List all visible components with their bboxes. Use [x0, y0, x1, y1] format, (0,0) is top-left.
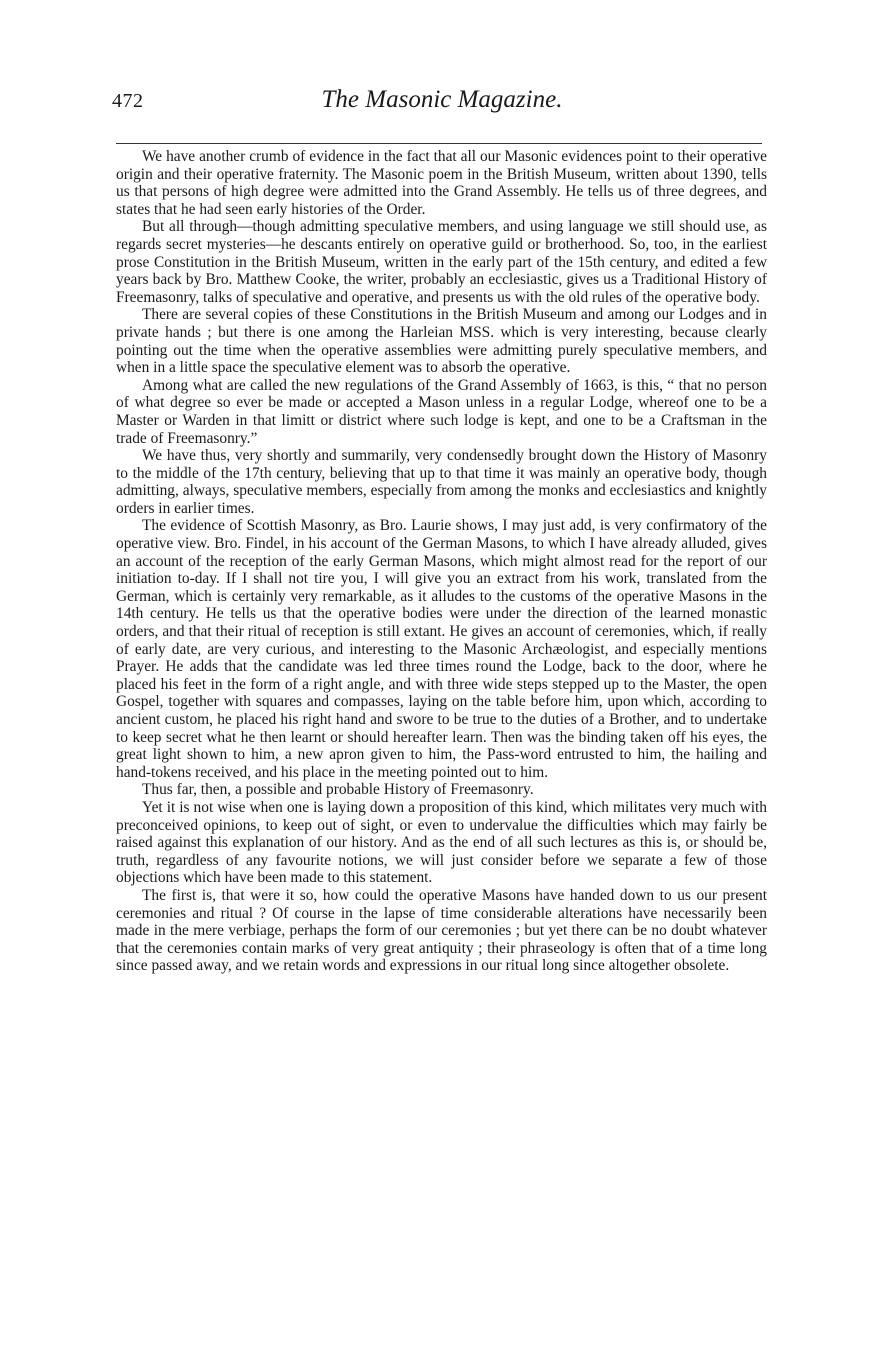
running-title: The Masonic Magazine. — [321, 86, 563, 113]
page-header — [112, 84, 772, 124]
paragraph: We have another crumb of evidence in the fact that all our Masonic evidences point to their operative origin and their operative fraternity. The Masonic poem in the British Museum, written about 1390, tells us that persons of high degree were admitted into the Grand Assembly. He tells us of three degrees, and states that he had seen early histories of the Order. — [116, 148, 767, 218]
article-body — [116, 148, 767, 975]
paragraph: Yet it is not wise when one is laying down a proposition of this kind, which militates very much with preconceived opinions, to keep out of sight, or even to undervalue the difficulties which may fairly be raised against this explanation of our history. And as the end of all such lectures as this is, or should be, truth, regardless of any favourite notions, we will just consider before we separate a few of those objections which have been made to this statement. — [116, 798, 767, 887]
paragraph: The evidence of Scottish Masonry, as Bro. Laurie shows, I may just add, is very confirmatory of the operative view. Bro. Findel, in his account of the German Masons, to which I have already alluded, gives an account of the reception of the early German Masons, which might almost read for the report of our initiation to-day. If I shall not tire you, I will give you an extract from his work, translated from the German, which is certainly very remarkable, as it alludes to the customs of the operative Masons in the 14th century. He tells us that the operative bodies were under the direction of the learned monastic orders, and that their ritual of reception is still extant. He gives an account of ceremonies, which, if really of early date, are very curious, and interesting to the Masonic Archæologist, and especially mentions Prayer. He adds that the candidate was led three times round the Lodge, back to the door, where he placed his feet in the form of a right angle, and with three wide steps stepped up to the Master, the open Gospel, together with squares and compasses, laying on the table before him, upon which, according to ancient custom, he placed his right hand and swore to be true to the duties of a Brother, and to undertake to keep secret what he then learnt or should hereafter learn. Then was the binding taken off his eyes, the great light shown to him, a new apron given to him, the Pass-word entrusted to him, the hailing and hand-tokens received, and his place in the meeting pointed out to him. — [116, 517, 767, 781]
header-rule — [116, 143, 762, 144]
paragraph: The first is, that were it so, how could the operative Masons have handed down to us our present ceremonies and ritual ? Of course in the lapse of time considerable alterations have necessarily been made in the mere verbiage, perhaps the form of our ceremonies ; but yet there can be no doubt whatever that the ceremonies contain marks of very great antiquity ; their phraseology is often that of a time long since passed away, and we retain words and expressions in our ritual long since altogether obsolete. — [116, 886, 767, 975]
paragraph: There are several copies of these Constitutions in the British Museum and among our Lodges and in private hands ; but there is one among the Harleian MSS. which is very interesting, because clearly pointing out the time when the operative assemblies were admitting purely speculative members, and when in a little space the speculative element was to absorb the operative. — [116, 306, 767, 377]
paragraph: Among what are called the new regulations of the Grand Assembly of 1663, is this, “ that no person of what degree so ever be made or accepted a Mason unless in a regular Lodge, whereof one to be a Master or Warden in that limitt or district where such lodge is kept, and one to be a Craftsman in the trade of Freemasonry.” — [116, 376, 767, 447]
paragraph: Thus far, then, a possible and probable History of Freemasonry. — [142, 781, 534, 799]
page-number: 472 — [112, 90, 144, 112]
paragraph: We have thus, very shortly and summarily, very condensedly brought down the History of Masonry to the middle of the 17th century, believing that up to that time it was mainly an operative body, though admitting, always, speculative members, especially from among the monks and ecclesiastics and knightly orders in earlier times. — [116, 447, 767, 517]
paragraph: But all through—though admitting speculative members, and using language we still should use, as regards secret mysteries—he descants entirely on operative guild or brotherhood. So, too, in the earliest prose Constitution in the British Museum, written in the early part of the 15th century, and edited a few years back by Bro. Matthew Cooke, the writer, probably an ecclesiastic, gives us a Traditional History of Freemasonry, talks of speculative and operative, and presents us with the old rules of the operative body. — [116, 218, 767, 306]
